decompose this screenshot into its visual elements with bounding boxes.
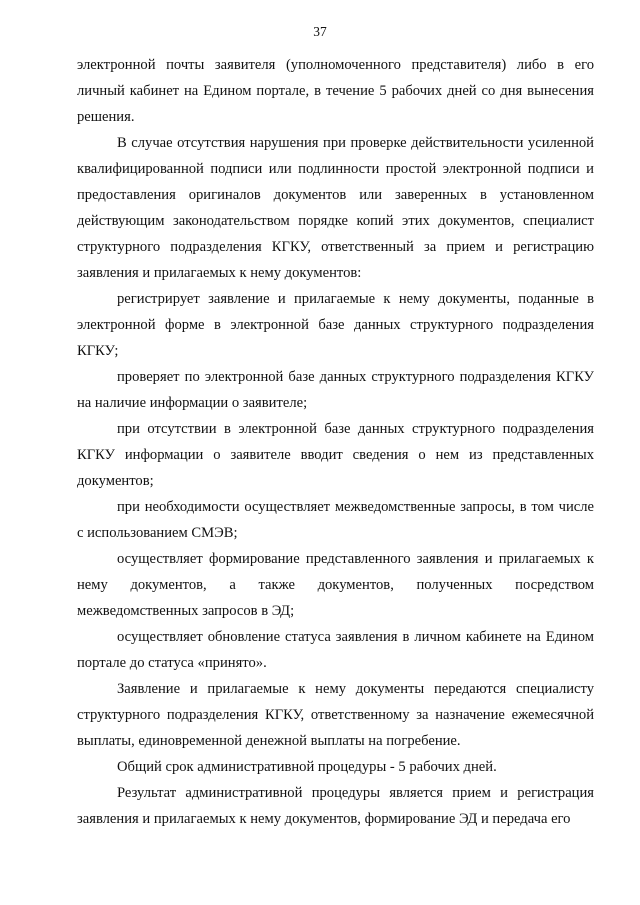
paragraph-7: осуществляет формирование представленного заявления и прилагаемых к нему документов, а также документов, полученных посредством межведомственных запросов в ЭД; — [77, 551, 594, 619]
paragraph-6: при необходимости осуществляет межведомственные запросы, в том числе с использованием СМЭВ; — [77, 499, 594, 541]
paragraph-2: В случае отсутствия нарушения при проверке действительности усиленной квалифицированной подписи или подлинности простой электронной подписи и предоставления оригиналов документов или заверенных в установленном действующим законодательством порядке копий этих документов, специалист структурного подразделения КГКУ, ответственный за прием и регистрацию заявления и прилагаемых к нему документов: — [77, 135, 594, 281]
paragraph-10: Общий срок административной процедуры - 5 рабочих дней. — [117, 759, 497, 775]
paragraph-5: при отсутствии в электронной базе данных структурного подразделения КГКУ информации о заявителе вводит сведения о нем из представленных документов; — [77, 421, 594, 489]
paragraph-9: Заявление и прилагаемые к нему документы передаются специалисту структурного подразделения КГКУ, ответственному за назначение ежемесячной выплаты, единовременной денежной выплаты на погребение. — [77, 681, 594, 749]
paragraph-8: осуществляет обновление статуса заявления в личном кабинете на Едином портале до статуса «принято». — [77, 629, 594, 671]
paragraph-4: проверяет по электронной базе данных структурного подразделения КГКУ на наличие информации о заявителе; — [77, 369, 594, 411]
document-body — [77, 52, 594, 832]
page-number: 37 — [313, 24, 327, 39]
paragraph-11: Результат административной процедуры является прием и регистрация заявления и прилагаемых к нему документов, формирование ЭД и передача его — [77, 785, 594, 827]
paragraph-3: регистрирует заявление и прилагаемые к нему документы, поданные в электронной форме в электронной базе данных структурного подразделения КГКУ; — [77, 291, 594, 359]
paragraph-1: электронной почты заявителя (уполномоченного представителя) либо в его личный кабинет на Едином портале, в течение 5 рабочих дней со дня вынесения решения. — [77, 57, 594, 125]
